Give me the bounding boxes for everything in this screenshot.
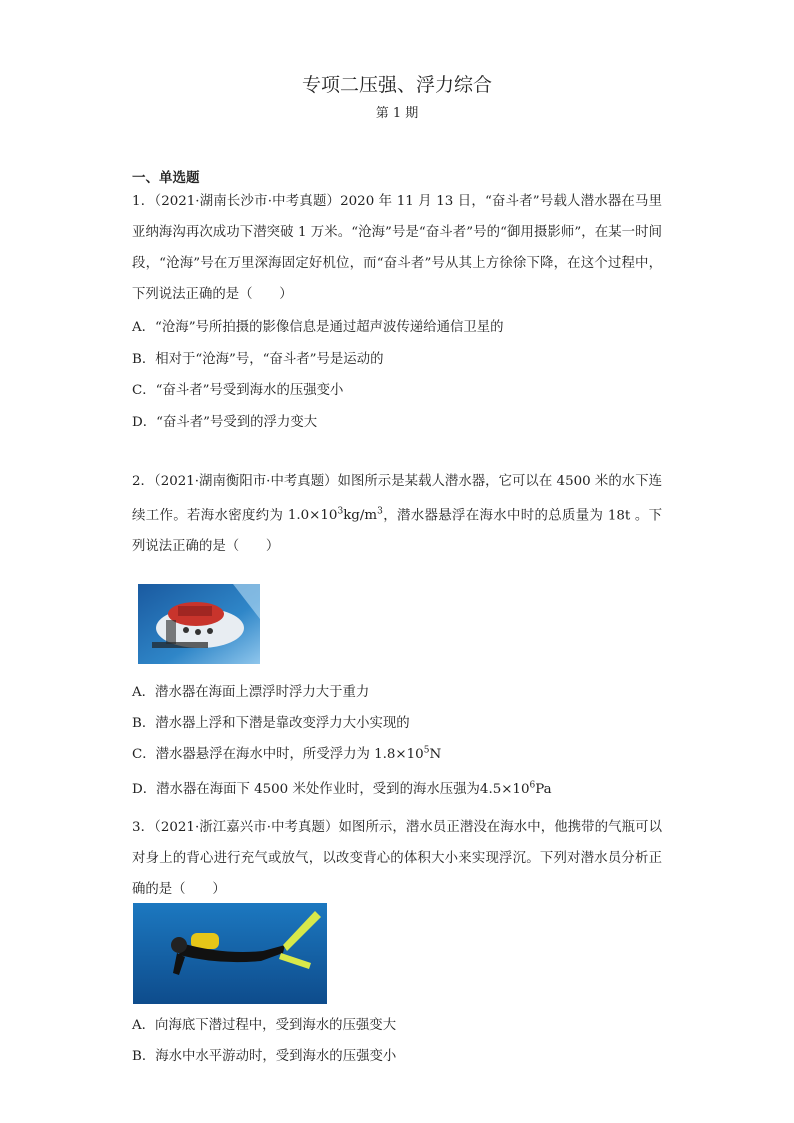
question-2-option-b: B．潜水器上浮和下潜是靠改变浮力大小实现的 [132, 716, 410, 731]
question-1-stem: 1．（2021·湖南长沙市·中考真题）2020 年 11 月 13 日，“奋斗者”号载人潜水器在马里亚纳海沟再次成功下潜突破 1 万米。“沧海”号是“奋斗者”号的“御用摄影师”，在某一时间段，“沧海”号在万里深海固定好机位，而“奋斗者”号从其上方徐徐下降，在这个过程中，下列说法正确的是（ ） [132, 194, 662, 302]
page-title: 专项二压强、浮力综合 [301, 74, 492, 96]
question-1-option-a: A．“沧海”号所拍摄的影像信息是通过超声波传递给通信卫星的 [132, 320, 504, 335]
question-3-option-b: B．海水中水平游动时，受到海水的压强变小 [132, 1049, 397, 1064]
submersible-image [138, 584, 260, 664]
question-1-option-c: C．“奋斗者”号受到海水的压强变小 [132, 383, 344, 398]
question-2-option-c: C．潜水器悬浮在海水中时，所受浮力为 $1.8\times 10^5N$ [132, 745, 442, 762]
issue-number: 第 1 期 [375, 106, 419, 121]
diver-image [133, 903, 327, 1004]
section-heading: 一、单选题 [132, 170, 200, 186]
question-3-option-a: A．向海底下潜过程中，受到海水的压强变大 [132, 1018, 397, 1033]
question-3-stem: 3．（2021·浙江嘉兴市·中考真题）如图所示，潜水员正潜没在海水中，他携带的气瓶可以对身上的背心进行充气或放气，以改变背心的体积大小来实现浮沉。下列对潜水员分析正确的是（ ） [132, 820, 662, 897]
density-value: $1.0\times 10^3kg/m^3$ [287, 507, 383, 524]
question-2-option-d: D．潜水器在海面下 4500 米处作业时，受到的海水压强为$4.5\times 10^6Pa$ [132, 780, 552, 797]
question-2-option-a: A．潜水器在海面上漂浮时浮力大于重力 [132, 685, 370, 700]
question-1-option-d: D．“奋斗者”号受到的浮力变大 [132, 415, 318, 430]
question-2-stem: 2．（2021·湖南衡阳市·中考真题）如图所示是某载人潜水器，它可以在 4500 米的水下连续工作。若海水密度约为 $1.0\times 10^3kg/m^3$，潜水器悬浮在海水中时的总质量为 18t 。下列说法正确的是（ ） [132, 474, 662, 555]
question-1-option-b: B．相对于“沧海”号，“奋斗者”号是运动的 [132, 352, 384, 367]
